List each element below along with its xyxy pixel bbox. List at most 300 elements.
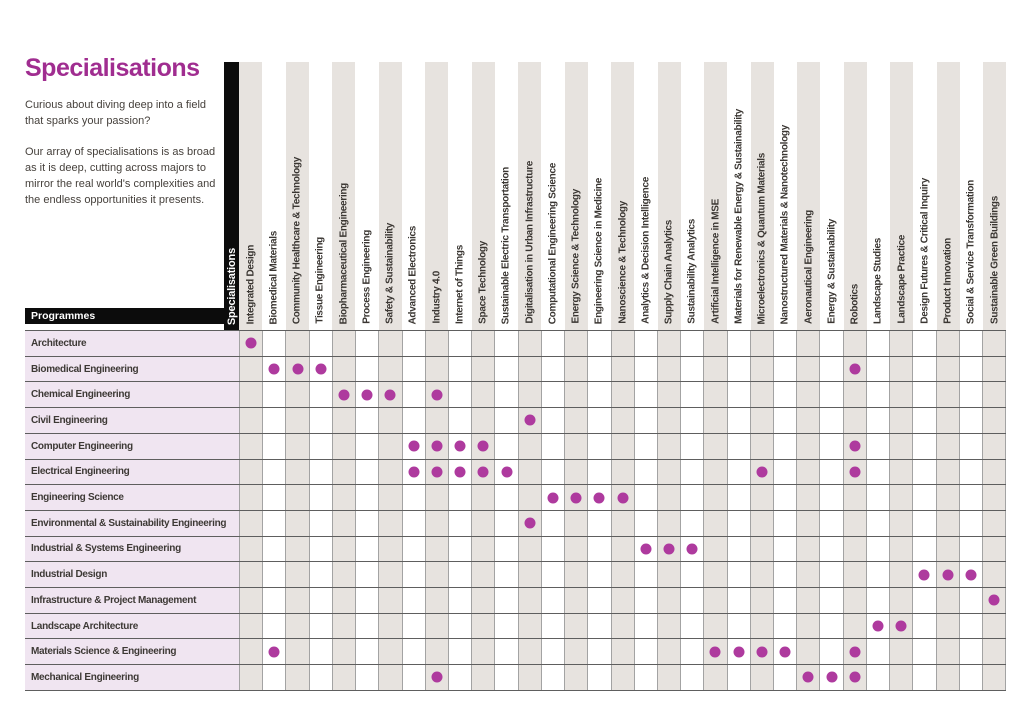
matrix-cell: [239, 511, 262, 536]
intro-paragraph-1: Curious about diving deep into a field that sparks your passion?: [25, 99, 207, 127]
matrix-cell: [332, 408, 355, 433]
column-header-label: Materials for Renewable Energy & Sustainability: [733, 109, 745, 324]
matrix-cell: [912, 665, 935, 690]
specialisation-dot: [617, 492, 628, 503]
programme-row-label: Industrial & Systems Engineering: [25, 537, 239, 562]
matrix-cell: [541, 588, 564, 613]
programme-row-label: Materials Science & Engineering: [25, 639, 239, 664]
column-header-label: Safety & Sustainability: [384, 223, 396, 324]
matrix-cell: [285, 460, 308, 485]
matrix-cell: [518, 434, 541, 459]
column-header: [402, 62, 425, 330]
matrix-cell: [866, 562, 889, 587]
matrix-cell: [471, 562, 494, 587]
matrix-cell: [611, 485, 634, 510]
matrix-cell: [611, 434, 634, 459]
matrix-cell: [657, 665, 680, 690]
column-header-label: Nanoscience & Technology: [617, 201, 629, 324]
matrix-cell: [402, 665, 425, 690]
matrix-cell: [750, 382, 773, 407]
matrix-cell: [378, 485, 401, 510]
programme-row-label: Electrical Engineering: [25, 460, 239, 485]
matrix-cell: [634, 382, 657, 407]
matrix-cell: [936, 382, 959, 407]
matrix-cell: [889, 357, 912, 382]
matrix-cell: [564, 408, 587, 433]
matrix-cell: [703, 382, 726, 407]
matrix-cell: [750, 460, 773, 485]
matrix-cell: [703, 562, 726, 587]
specialisation-dot: [849, 646, 860, 657]
column-header: [844, 62, 867, 330]
matrix-cell: [796, 614, 819, 639]
specialisation-dot: [431, 441, 442, 452]
matrix-cell: [378, 408, 401, 433]
matrix-cell: [518, 562, 541, 587]
matrix-cell: [541, 614, 564, 639]
matrix-cell: [773, 460, 796, 485]
matrix-cell: [309, 382, 332, 407]
matrix-cell: [402, 537, 425, 562]
column-header-label: Supply Chain Analytics: [663, 219, 675, 324]
column-header-label: Social & Service Transformation: [965, 179, 977, 324]
matrix-cell: [866, 614, 889, 639]
matrix-cell: [657, 357, 680, 382]
specialisation-headers: [239, 62, 1006, 330]
specialisation-dot: [942, 569, 953, 580]
matrix-cell: [471, 331, 494, 356]
column-header-label: Energy Science & Technology: [570, 189, 582, 324]
column-header: [681, 62, 704, 330]
matrix-cell: [796, 408, 819, 433]
matrix-cell: [866, 460, 889, 485]
matrix-cell: [889, 460, 912, 485]
matrix-cell: [402, 434, 425, 459]
specialisation-dot: [826, 672, 837, 683]
matrix-cell: [285, 588, 308, 613]
specialisation-dot: [849, 441, 860, 452]
column-header: [286, 62, 309, 330]
matrix-cell: [262, 588, 285, 613]
matrix-cell: [285, 357, 308, 382]
matrix-cell: [866, 588, 889, 613]
specialisation-dot: [385, 389, 396, 400]
matrix-cell: [494, 537, 517, 562]
matrix-cell: [378, 562, 401, 587]
matrix-cell: [587, 408, 610, 433]
matrix-cell: [309, 511, 332, 536]
specialisation-dot: [524, 415, 535, 426]
matrix-cell: [448, 562, 471, 587]
matrix-cell: [355, 485, 378, 510]
matrix-cell: [727, 434, 750, 459]
matrix-cell: [378, 639, 401, 664]
matrix-cell: [843, 614, 866, 639]
specialisation-dot: [640, 543, 651, 554]
column-header: [820, 62, 843, 330]
matrix-cell: [680, 460, 703, 485]
matrix-cell: [378, 382, 401, 407]
column-header: [611, 62, 634, 330]
matrix-cell: [727, 408, 750, 433]
matrix-cell: [634, 665, 657, 690]
matrix-cell: [889, 331, 912, 356]
column-header-label: Aeronautical Engineering: [803, 210, 815, 324]
matrix-cell: [657, 537, 680, 562]
matrix-cell: [309, 485, 332, 510]
matrix-cell: [634, 357, 657, 382]
matrix-cell: [355, 639, 378, 664]
matrix-cell: [936, 562, 959, 587]
matrix-cell: [564, 562, 587, 587]
specialisation-dot: [431, 389, 442, 400]
matrix-cell: [262, 537, 285, 562]
column-header: [425, 62, 448, 330]
matrix-cell: [611, 614, 634, 639]
matrix-cell: [912, 460, 935, 485]
matrix-cell: [634, 434, 657, 459]
matrix-cell: [587, 382, 610, 407]
matrix-cell: [843, 382, 866, 407]
matrix-cell: [866, 408, 889, 433]
column-header-label: Energy & Sustainability: [826, 219, 838, 324]
matrix-cell: [819, 434, 842, 459]
matrix-cell: [912, 485, 935, 510]
matrix-cell: [355, 511, 378, 536]
matrix-cell: [889, 485, 912, 510]
specialisations-axis-bar: [224, 62, 239, 330]
column-header: [774, 62, 797, 330]
matrix-cell: [982, 357, 1006, 382]
specialisation-dot: [965, 569, 976, 580]
column-header-label: Space Technology: [477, 241, 489, 324]
column-header: [518, 62, 541, 330]
matrix-cell: [843, 511, 866, 536]
specialisation-dot: [408, 441, 419, 452]
matrix-cell: [518, 614, 541, 639]
column-header-label: Biomedical Materials: [268, 230, 280, 324]
matrix-cell: [936, 357, 959, 382]
matrix-cell: [703, 639, 726, 664]
matrix-table: [25, 330, 1006, 691]
page-title: Specialisations: [25, 54, 200, 82]
matrix-cell: [332, 614, 355, 639]
matrix-cell: [448, 485, 471, 510]
matrix-cell: [634, 639, 657, 664]
matrix-cell: [773, 588, 796, 613]
matrix-cell: [796, 331, 819, 356]
matrix-cell: [727, 614, 750, 639]
column-header: [239, 62, 262, 330]
matrix-cell: [332, 460, 355, 485]
matrix-cell: [587, 614, 610, 639]
specialisation-dot: [269, 646, 280, 657]
matrix-cell: [518, 408, 541, 433]
matrix-cell: [796, 434, 819, 459]
matrix-cell: [750, 639, 773, 664]
matrix-cell: [634, 511, 657, 536]
matrix-cell: [819, 562, 842, 587]
matrix-cell: [634, 537, 657, 562]
matrix-cell: [564, 639, 587, 664]
matrix-cell: [448, 614, 471, 639]
matrix-cell: [866, 485, 889, 510]
matrix-cell: [378, 331, 401, 356]
matrix-cell: [355, 434, 378, 459]
matrix-cell: [402, 331, 425, 356]
column-header-label: Robotics: [849, 283, 861, 324]
matrix-cell: [680, 434, 703, 459]
matrix-cell: [332, 434, 355, 459]
table-row: [25, 331, 1006, 357]
matrix-cell: [262, 614, 285, 639]
programme-row-label: Industrial Design: [25, 562, 239, 587]
matrix-cell: [587, 562, 610, 587]
table-row: [25, 588, 1006, 614]
matrix-cell: [309, 614, 332, 639]
matrix-cell: [494, 562, 517, 587]
matrix-cell: [332, 665, 355, 690]
matrix-cell: [471, 485, 494, 510]
matrix-cell: [959, 382, 982, 407]
matrix-cell: [239, 485, 262, 510]
column-header: [634, 62, 657, 330]
matrix-cell: [819, 537, 842, 562]
matrix-cell: [494, 665, 517, 690]
matrix-cell: [773, 537, 796, 562]
matrix-cell: [425, 460, 448, 485]
specialisation-dot: [664, 543, 675, 554]
matrix-cell: [309, 408, 332, 433]
matrix-cell: [564, 434, 587, 459]
column-header: [355, 62, 378, 330]
matrix-cell: [239, 588, 262, 613]
matrix-cell: [843, 331, 866, 356]
matrix-cell: [378, 665, 401, 690]
matrix-cell: [843, 537, 866, 562]
column-header: [937, 62, 960, 330]
matrix-cell: [332, 485, 355, 510]
matrix-cell: [564, 460, 587, 485]
specialisation-dot: [292, 364, 303, 375]
specialisation-dot: [873, 621, 884, 632]
matrix-cell: [239, 665, 262, 690]
matrix-cell: [727, 537, 750, 562]
matrix-cell: [541, 408, 564, 433]
matrix-cell: [425, 639, 448, 664]
matrix-cell: [750, 408, 773, 433]
matrix-cell: [657, 460, 680, 485]
matrix-cell: [889, 588, 912, 613]
matrix-cell: [750, 485, 773, 510]
matrix-cell: [959, 331, 982, 356]
column-header: [913, 62, 936, 330]
matrix-cell: [448, 665, 471, 690]
matrix-cell: [959, 460, 982, 485]
matrix-cell: [262, 331, 285, 356]
matrix-cell: [402, 485, 425, 510]
column-header-label: Sustainability Analytics: [686, 219, 698, 324]
matrix-cell: [819, 485, 842, 510]
matrix-cell: [355, 408, 378, 433]
matrix-cell: [750, 511, 773, 536]
matrix-cell: [355, 382, 378, 407]
column-header-label: Landscape Practice: [896, 235, 908, 324]
matrix-cell: [564, 588, 587, 613]
column-header: [495, 62, 518, 330]
matrix-cell: [494, 485, 517, 510]
matrix-cell: [819, 357, 842, 382]
matrix-cell: [378, 460, 401, 485]
matrix-cell: [657, 639, 680, 664]
column-header-label: Biopharmaceutical Engineering: [338, 182, 350, 324]
matrix-cell: [239, 537, 262, 562]
matrix-cell: [332, 562, 355, 587]
matrix-cell: [402, 408, 425, 433]
matrix-cell: [982, 434, 1006, 459]
matrix-cell: [727, 331, 750, 356]
matrix-cell: [703, 460, 726, 485]
matrix-cell: [936, 331, 959, 356]
matrix-cell: [889, 511, 912, 536]
matrix-cell: [959, 434, 982, 459]
matrix-cell: [355, 562, 378, 587]
matrix-cell: [703, 511, 726, 536]
matrix-cell: [936, 588, 959, 613]
specialisation-dot: [919, 569, 930, 580]
matrix-cell: [239, 460, 262, 485]
specialisation-dot: [687, 543, 698, 554]
matrix-cell: [703, 485, 726, 510]
specialisation-dot: [524, 518, 535, 529]
matrix-cell: [402, 614, 425, 639]
matrix-cell: [703, 665, 726, 690]
matrix-cell: [936, 639, 959, 664]
matrix-cell: [448, 588, 471, 613]
matrix-cell: [936, 434, 959, 459]
specialisation-dot: [362, 389, 373, 400]
table-row: [25, 460, 1006, 486]
matrix-cell: [936, 408, 959, 433]
matrix-cell: [819, 639, 842, 664]
matrix-cell: [471, 511, 494, 536]
table-row: [25, 537, 1006, 563]
matrix-cell: [448, 537, 471, 562]
column-header-label: Sustainable Electric Transportation: [500, 166, 512, 324]
matrix-cell: [239, 614, 262, 639]
matrix-cell: [819, 665, 842, 690]
matrix-cell: [587, 537, 610, 562]
matrix-cell: [402, 460, 425, 485]
matrix-cell: [587, 588, 610, 613]
specialisation-dot: [803, 672, 814, 683]
matrix-cell: [494, 357, 517, 382]
matrix-cell: [889, 537, 912, 562]
matrix-cell: [750, 434, 773, 459]
matrix-cell: [634, 562, 657, 587]
matrix-cell: [727, 562, 750, 587]
matrix-cell: [518, 460, 541, 485]
matrix-cell: [611, 460, 634, 485]
programme-row-label: Civil Engineering: [25, 408, 239, 433]
matrix-cell: [425, 434, 448, 459]
matrix-cell: [982, 537, 1006, 562]
table-row: [25, 614, 1006, 640]
matrix-cell: [796, 588, 819, 613]
column-header-label: Analytics & Decision Intelligence: [640, 177, 652, 324]
matrix-cell: [425, 665, 448, 690]
matrix-cell: [680, 408, 703, 433]
matrix-cell: [843, 460, 866, 485]
matrix-cell: [936, 614, 959, 639]
specialisation-dot: [756, 646, 767, 657]
matrix-cell: [819, 331, 842, 356]
matrix-cell: [680, 588, 703, 613]
matrix-cell: [843, 408, 866, 433]
matrix-cell: [773, 408, 796, 433]
matrix-cell: [611, 357, 634, 382]
matrix-cell: [866, 537, 889, 562]
matrix-cell: [727, 460, 750, 485]
matrix-cell: [750, 562, 773, 587]
matrix-cell: [936, 485, 959, 510]
column-header-label: Integrated Design: [245, 244, 257, 324]
matrix-cell: [657, 562, 680, 587]
matrix-cell: [425, 614, 448, 639]
matrix-cell: [541, 485, 564, 510]
matrix-cell: [541, 511, 564, 536]
matrix-cell: [727, 511, 750, 536]
matrix-cell: [494, 511, 517, 536]
column-header-label: Advanced Electronics: [407, 225, 419, 324]
specialisation-dot: [710, 646, 721, 657]
matrix-cell: [285, 485, 308, 510]
matrix-cell: [378, 434, 401, 459]
matrix-cell: [703, 434, 726, 459]
matrix-cell: [912, 537, 935, 562]
programme-row-label: Architecture: [25, 331, 239, 356]
matrix-cell: [680, 537, 703, 562]
matrix-cell: [332, 331, 355, 356]
matrix-cell: [936, 460, 959, 485]
table-row: [25, 382, 1006, 408]
column-header-label: Tissue Engineering: [314, 237, 326, 324]
matrix-cell: [750, 614, 773, 639]
specialisation-dot: [455, 466, 466, 477]
specialisation-dot: [571, 492, 582, 503]
matrix-cell: [541, 382, 564, 407]
matrix-cell: [494, 408, 517, 433]
matrix-cell: [262, 460, 285, 485]
specialisation-dot: [478, 466, 489, 477]
matrix-cell: [587, 460, 610, 485]
specialisation-dot: [849, 364, 860, 375]
programme-row-label: Infrastructure & Project Management: [25, 588, 239, 613]
column-header-label: Computational Engineering Science: [547, 162, 559, 324]
matrix-cell: [448, 460, 471, 485]
matrix-cell: [332, 357, 355, 382]
matrix-cell: [309, 434, 332, 459]
matrix-cell: [982, 562, 1006, 587]
matrix-cell: [425, 382, 448, 407]
matrix-cell: [402, 588, 425, 613]
matrix-cell: [680, 382, 703, 407]
matrix-cell: [564, 382, 587, 407]
matrix-cell: [796, 562, 819, 587]
matrix-cell: [309, 588, 332, 613]
matrix-cell: [819, 588, 842, 613]
matrix-cell: [657, 485, 680, 510]
